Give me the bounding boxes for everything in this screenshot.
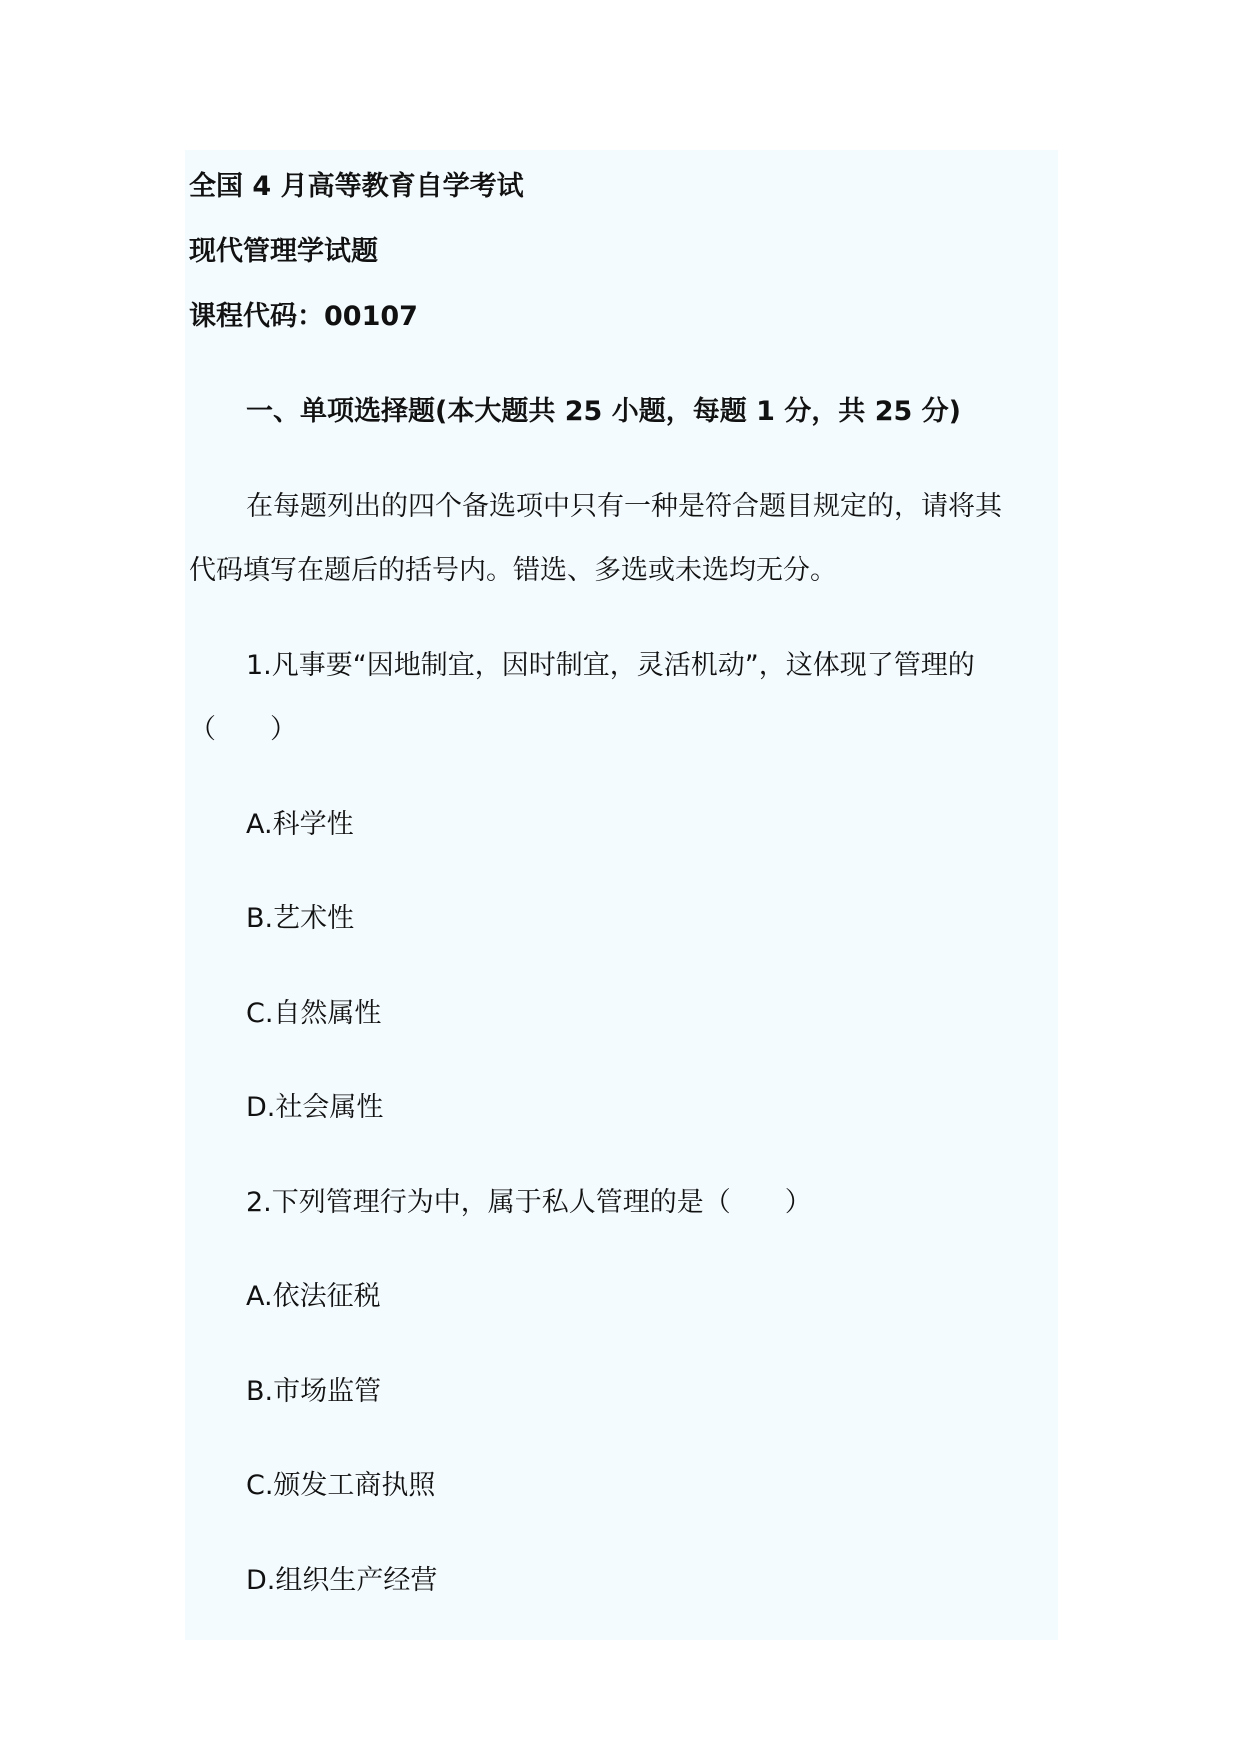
- subject-title: 现代管理学试题: [189, 236, 378, 267]
- instructions-line-1: 在每题列出的四个备选项中只有一种是符合题目规定的，请将其: [246, 491, 1002, 522]
- question-2-option-b: B.市场监管: [246, 1376, 382, 1407]
- question-2-option-c: C.颁发工商执照: [246, 1470, 436, 1501]
- question-2-option-d: D.组织生产经营: [246, 1565, 438, 1596]
- question-2-option-a: A.依法征税: [246, 1281, 381, 1312]
- instructions-line-2: 代码填写在题后的括号内。错选、多选或未选均无分。: [189, 555, 837, 586]
- section-heading: 一、单项选择题(本大题共 25 小题，每题 1 分，共 25 分): [246, 396, 962, 427]
- question-2-stem: 2.下列管理行为中，属于私人管理的是（ ）: [246, 1187, 812, 1218]
- question-1-option-d: D.社会属性: [246, 1092, 384, 1123]
- question-1-option-a: A.科学性: [246, 809, 354, 840]
- question-1-stem-continued: （ ）: [189, 714, 297, 745]
- exam-title: 全国 4 月高等教育自学考试: [189, 171, 524, 202]
- content-panel: [185, 150, 1058, 1640]
- question-1-option-c: C.自然属性: [246, 998, 382, 1029]
- course-code: 课程代码：00107: [189, 301, 418, 332]
- question-1-option-b: B.艺术性: [246, 903, 355, 934]
- question-1-stem: 1.凡事要“因地制宜，因时制宜，灵活机动”，这体现了管理的: [246, 650, 975, 681]
